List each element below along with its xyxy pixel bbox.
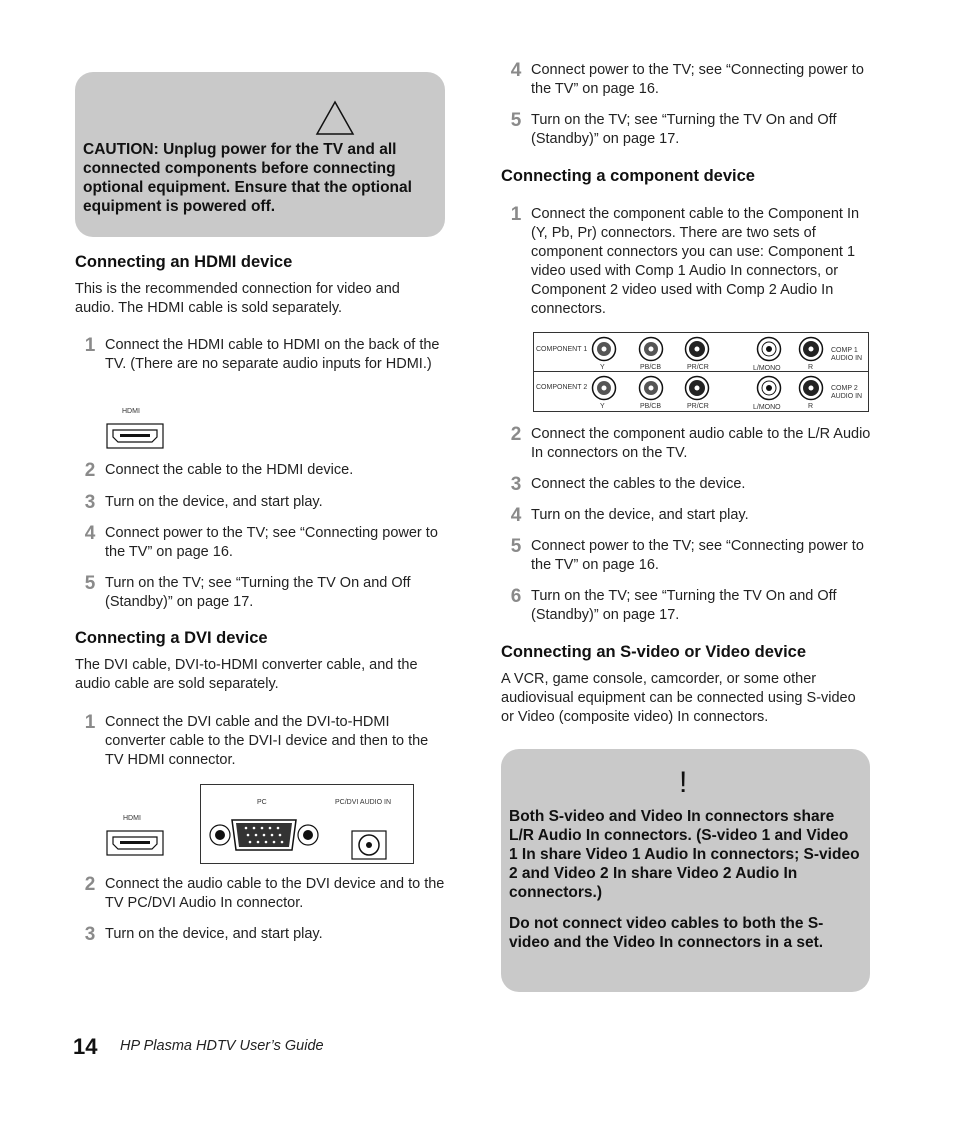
component-step-3 [501, 475, 871, 494]
note-text-2: Do not connect video cables to both the S-video and the Video In connectors in a set. [509, 915, 824, 951]
page-number: 14 [73, 1034, 98, 1059]
dvi-connector-panel [200, 784, 414, 864]
step-text: Turn on the TV; see “Turning the TV On and Off (Standby)” on page 17. [531, 588, 837, 623]
jack-label-pr: PR/CR [687, 364, 709, 371]
component-1-label: COMPONENT 1 [536, 346, 588, 353]
component-step-6 [501, 587, 871, 625]
comp2-audio-label [831, 385, 862, 401]
step-text: Connect power to the TV; see “Connecting power to the TV” on page 16. [531, 538, 864, 573]
right-step-4 [501, 61, 871, 99]
step-text: Connect the audio cable to the DVI device and to the TV PC/DVI Audio In connector. [105, 876, 445, 911]
jack-label-lmono: L/MONO [753, 404, 781, 411]
component-2-label: COMPONENT 2 [536, 384, 588, 391]
component-heading: Connecting a component device [501, 167, 755, 185]
rca-jack-icon [756, 375, 782, 401]
svideo-intro: A VCR, game console, camcorder, or some other audiovisual equipment can be connected using S-video or Video (composite video) In connectors. [501, 671, 856, 725]
jack-label-pb: PB/CB [640, 403, 662, 410]
dvi-intro: The DVI cable, DVI-to-HDMI converter cable, and the audio cable are sold separately. [75, 657, 418, 692]
comp1-audio-line1: COMP 1 [831, 347, 858, 354]
hdmi-step-2 [75, 461, 445, 480]
jack-label-r: R [808, 403, 814, 410]
step-text: Connect power to the TV; see “Connecting power to the TV” on page 16. [531, 62, 864, 97]
rca-jack-icon [756, 336, 782, 362]
step-text: Connect power to the TV; see “Connecting power to the TV” on page 16. [105, 525, 438, 560]
step-number: 3 [84, 492, 96, 513]
note-text-1: Both S-video and Video In connectors share L/R Audio In connectors. (S-video 1 and Video 1 In share Video 1 Audio In connectors; S-video 2 and Video 2 In share Video 2 Audio In connectors.) [509, 808, 860, 901]
comp2-audio-line1: COMP 2 [831, 385, 858, 392]
hdmi-port-icon [106, 423, 164, 449]
hdmi-port-icon [106, 830, 164, 856]
step-number: 3 [84, 924, 96, 945]
hdmi-step-5 [75, 574, 445, 612]
jack-label-y: Y [600, 403, 605, 410]
step-number: 2 [84, 874, 96, 895]
dvi-step-1 [75, 713, 445, 770]
component-connector-panel [533, 332, 869, 412]
step-text: Connect the DVI cable and the DVI-to-HDMI converter cable to the DVI-I device and then to the TV HDMI connector. [105, 714, 429, 768]
comp2-audio-line2: AUDIO IN [831, 393, 863, 400]
rca-jack-icon [638, 375, 664, 401]
step-number: 4 [84, 523, 96, 544]
component-step-4 [501, 506, 871, 525]
rca-jack-icon [684, 336, 710, 362]
step-number: 5 [510, 110, 522, 131]
step-text: Connect the cable to the HDMI device. [105, 462, 354, 478]
rca-jack-icon [798, 375, 824, 401]
hdmi-intro: This is the recommended connection for video and audio. The HDMI cable is sold separately. [75, 281, 400, 316]
dvi-figure-hdmi-label: HDMI [123, 815, 141, 822]
step-text: Connect the component audio cable to the L/R Audio In connectors on the TV. [531, 426, 871, 461]
caution-box [75, 72, 445, 237]
rca-jack-icon [798, 336, 824, 362]
component-step-2 [501, 425, 871, 463]
dvi-step-2 [75, 875, 445, 913]
step-number: 4 [510, 60, 522, 81]
jack-label-pr: PR/CR [687, 403, 709, 410]
caution-text: CAUTION: Unplug power for the TV and all connected components before connecting optional equipment. Ensure that the optional equipment is powered off. [83, 141, 412, 215]
step-number: 1 [510, 204, 522, 225]
comp1-audio-line2: AUDIO IN [831, 355, 863, 362]
step-text: Turn on the TV; see “Turning the TV On and Off (Standby)” on page 17. [531, 112, 837, 147]
step-text: Connect the HDMI cable to HDMI on the back of the TV. (There are no separate audio inputs for HDMI.) [105, 337, 440, 372]
step-text: Turn on the TV; see “Turning the TV On and Off (Standby)” on page 17. [105, 575, 411, 610]
jack-label-y: Y [600, 364, 605, 371]
pc-audio-label: PC/DVI AUDIO IN [335, 799, 392, 806]
rca-jack-icon [638, 336, 664, 362]
hdmi-figure-label: HDMI [122, 408, 140, 415]
step-text: Connect the cables to the device. [531, 476, 746, 492]
jack-label-pb: PB/CB [640, 364, 662, 371]
dvi-heading: Connecting a DVI device [75, 629, 268, 647]
rca-jack-icon [684, 375, 710, 401]
jack-label-lmono: L/MONO [753, 365, 781, 372]
step-number: 4 [510, 505, 522, 526]
pc-label: PC [257, 799, 267, 806]
comp1-audio-label [831, 347, 862, 363]
note-box [501, 749, 870, 992]
step-number: 3 [510, 474, 522, 495]
rca-jack-icon [591, 375, 617, 401]
hdmi-step-3 [75, 493, 445, 512]
hdmi-step-1 [75, 336, 445, 374]
footer-title: HP Plasma HDTV User’s Guide [120, 1038, 324, 1054]
note-exclamation-icon: ! [679, 766, 688, 799]
step-number: 5 [510, 536, 522, 557]
component-step-1 [501, 205, 871, 319]
vga-port-icon [208, 817, 320, 853]
audio-jack-icon [351, 830, 387, 860]
step-number: 2 [84, 460, 96, 481]
svideo-heading: Connecting an S-video or Video device [501, 643, 807, 661]
step-text: Connect the component cable to the Component In (Y, Pb, Pr) connectors. There are two sets of component connectors you can use: Component 1 video used with Comp 1 Audio In connectors, or Component 2 video used with Comp 2 Audio In connectors. [531, 206, 860, 317]
step-number: 2 [510, 424, 522, 445]
caution-triangle-icon [315, 100, 355, 136]
step-number: 1 [84, 712, 96, 733]
step-number: 6 [510, 586, 522, 607]
jack-label-r: R [808, 364, 814, 371]
rca-jack-icon [591, 336, 617, 362]
step-text: Turn on the device, and start play. [105, 926, 323, 942]
hdmi-heading: Connecting an HDMI device [75, 253, 293, 271]
step-text: Turn on the device, and start play. [531, 507, 749, 523]
step-text: Turn on the device, and start play. [105, 494, 323, 510]
step-number: 5 [84, 573, 96, 594]
component-step-5 [501, 537, 871, 575]
dvi-step-3 [75, 925, 445, 944]
hdmi-step-4 [75, 524, 445, 562]
step-number: 1 [84, 335, 96, 356]
right-step-5 [501, 111, 871, 149]
